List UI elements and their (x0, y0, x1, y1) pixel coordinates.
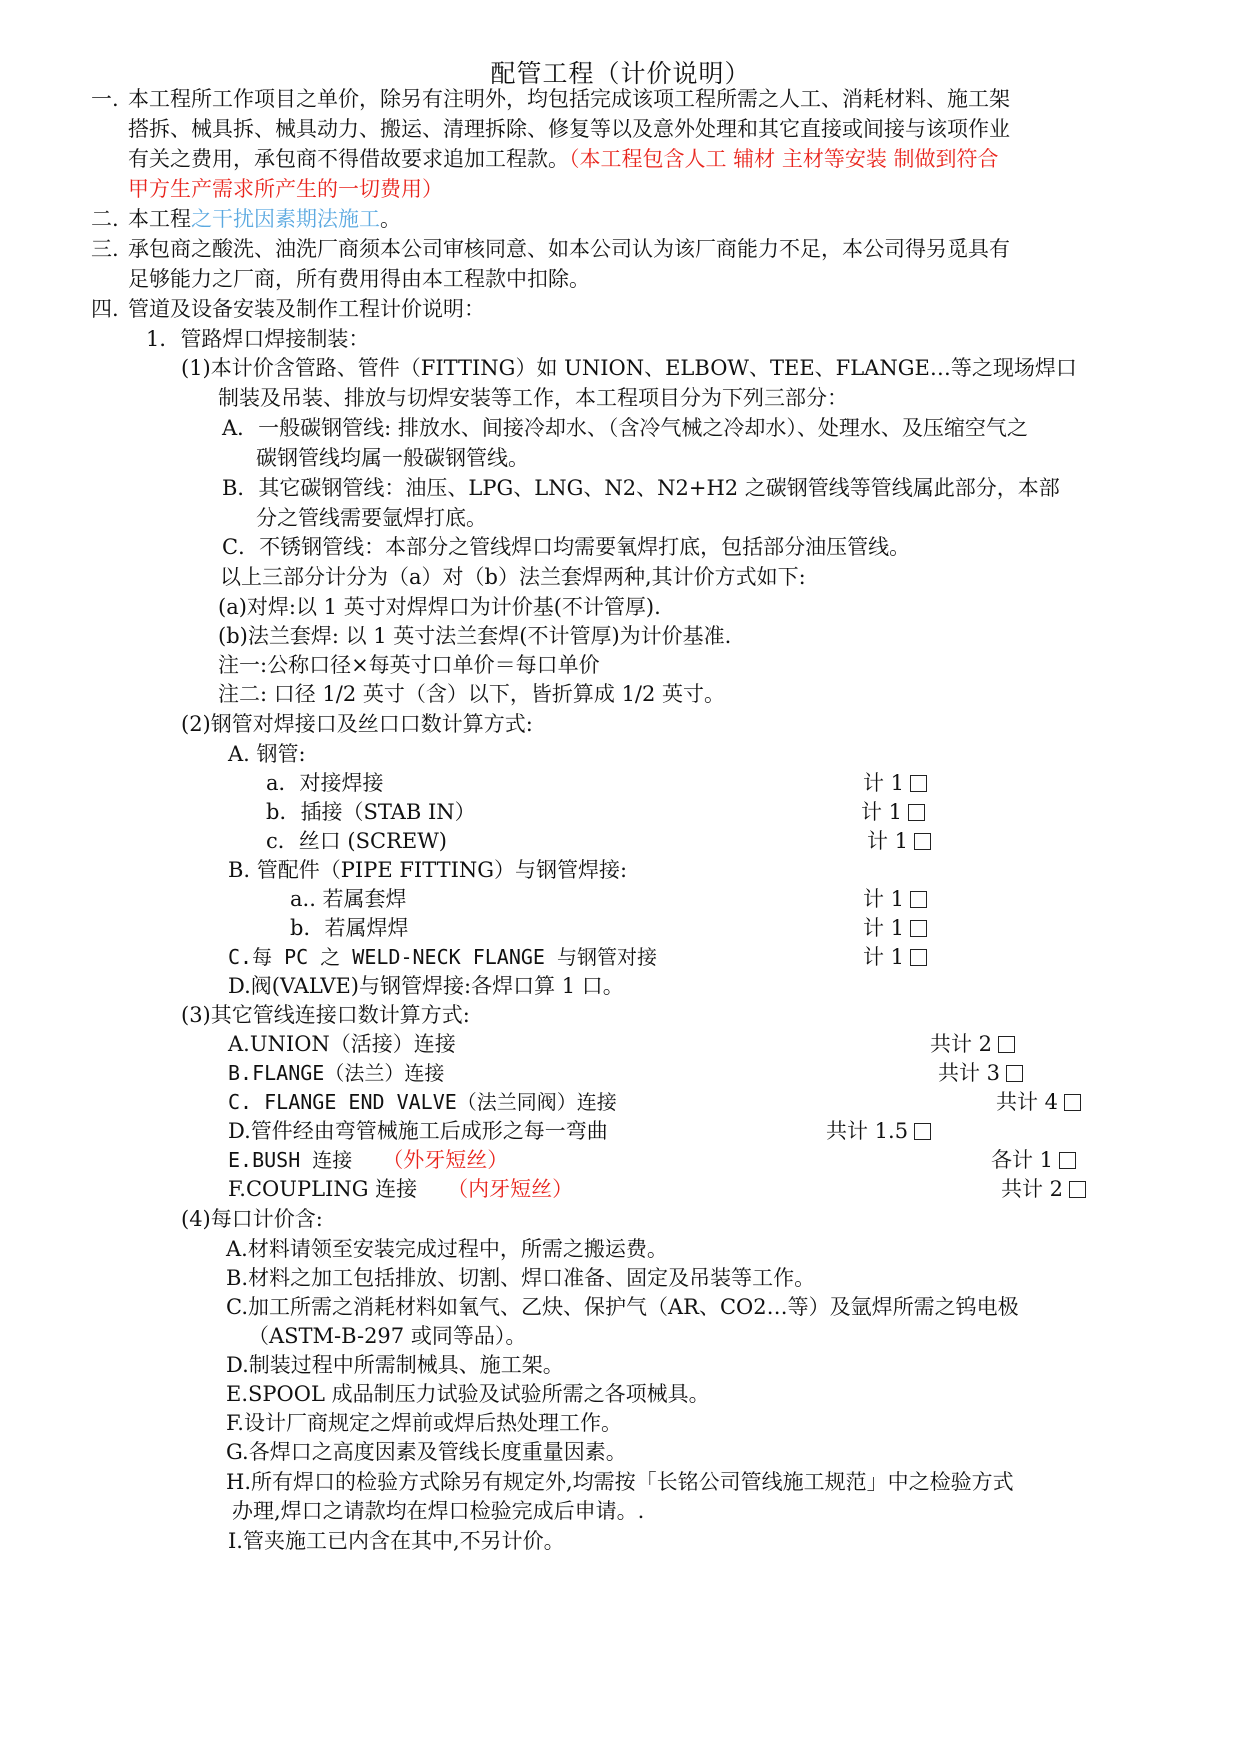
part-3-c-value: 共计 4 (996, 1090, 1059, 1114)
part-4-c-line-2: （ASTM-B-297 或同等品）。 (248, 1324, 527, 1348)
section-2-end: 。 (380, 207, 401, 231)
part-2-b-b-count (863, 912, 927, 944)
part-4-heading: (4)每口计价含: (181, 1207, 323, 1231)
part-2-a-c-label: c．丝口 (SCREW) (266, 829, 448, 853)
checkbox-icon (1069, 1181, 1086, 1198)
part-4-h-line-2: 办理,焊口之请款均在焊口检验完成后申请。. (232, 1499, 645, 1523)
part-2-a-a-count (863, 767, 927, 799)
part-3-b-count (938, 1057, 1023, 1089)
part-3-c-label: C. FLANGE END VALVE（法兰同阀）连接 (228, 1090, 617, 1114)
section-1-line-1: 本工程所工作项目之单价，除另有注明外，均包括完成该项工程所需之人工、消耗材料、施工架 (128, 87, 1010, 111)
section-4-heading: 管道及设备安装及制作工程计价说明： (128, 297, 485, 321)
part-2-b-a-count (863, 883, 927, 915)
part-2-b-b-value: 计 1 (863, 916, 905, 940)
part-4-e: E.SPOOL 成品制压力试验及试验所需之各项械具。 (226, 1382, 710, 1406)
part-2-heading: (2)钢管对焊接口及丝口口数计算方式: (181, 712, 533, 736)
item-a-line-2: 碳钢管线均属一般碳钢管线。 (256, 446, 529, 470)
part-3-heading: (3)其它管线连接口数计算方式: (181, 1003, 470, 1027)
part-2-a-c-count (867, 825, 931, 857)
part-3-e-red-note: （外牙短丝） (382, 1148, 509, 1172)
part-3-e-count (991, 1144, 1076, 1176)
part-3-d-label: D.管件经由弯管械施工后成形之每一弯曲 (228, 1119, 608, 1143)
item-a-line-1: A．一般碳钢管线: 排放水、间接冷却水、（含冷气械之冷却水）、处理水、及压缩空气之 (222, 416, 1028, 440)
part-3-b-value: 共计 3 (938, 1061, 1001, 1085)
part-2-b-b-label: b．若属焊焊 (290, 916, 409, 940)
section-1-line-2: 搭拆、械具拆、械具动力、搬运、清理拆除、修复等以及意外处理和其它直接或间接与该项作业 (128, 117, 1010, 141)
part-4-c-line-1: C.加工所需之消耗材料如氧气、乙炔、保护气（AR、CO2…等）及氩焊所需之钨电极 (226, 1295, 1019, 1319)
part-2-c-count (863, 941, 927, 973)
part-3-e-line (228, 1144, 508, 1176)
section-1-line-3 (128, 143, 999, 175)
section-1-number: 一. (91, 87, 119, 111)
checkbox-icon (1006, 1065, 1023, 1082)
part-2-a-c-value: 计 1 (867, 829, 909, 853)
part-1-line-1: (1)本计价含管路、管件（FITTING）如 UNION、ELBOW、TEE、FLANGE…等之现场焊口 (181, 356, 1077, 380)
part-2-a-b-value: 计 1 (861, 800, 903, 824)
document-title: 配管工程（计价说明） (490, 59, 751, 88)
pricing-a: (a)对焊:以 1 英寸对焊焊口为计价基(不计管厚). (218, 595, 661, 619)
subsection-1-heading: 1．管路焊口焊接制装： (146, 327, 370, 351)
section-1-line-3-text: 有关之费用，承包商不得借故要求追加工程款。 (128, 147, 569, 171)
part-3-b-label: B.FLANGE（法兰）连接 (228, 1061, 445, 1085)
note-1: 注一:公称口径×每英寸口单价＝每口单价 (218, 653, 600, 677)
part-3-f-label: F.COUPLING 连接 (228, 1177, 418, 1201)
part-3-e-value: 各计 1 (991, 1148, 1054, 1172)
section-2-text: 本工程 (128, 207, 191, 231)
part-2-c-value: 计 1 (863, 945, 905, 969)
part-2-a-b-label: b．插接（STAB IN） (266, 800, 476, 824)
part-2-b-a-label: a.. 若属套焊 (290, 887, 407, 911)
section-2-number: 二. (91, 207, 119, 231)
part-4-a: A.材料请领至安装完成过程中，所需之搬运费。 (226, 1237, 668, 1261)
part-2-a-b-count (861, 796, 925, 828)
part-1-line-2: 制装及吊装、排放与切焊安装等工作，本工程项目分为下列三部分： (218, 386, 848, 410)
part-2-a-a-label: a．对接焊接 (266, 771, 384, 795)
pricing-b: (b)法兰套焊: 以 1 英寸法兰套焊(不计管厚)为计价基准. (218, 624, 732, 648)
section-3-number: 三. (91, 237, 119, 261)
part-3-f-line (228, 1173, 573, 1205)
section-2-line (128, 203, 401, 235)
part-3-e-label: E.BUSH 连接 (228, 1148, 353, 1172)
checkbox-icon (1059, 1152, 1076, 1169)
checkbox-icon (910, 891, 927, 908)
part-4-h-line-1: H.所有焊口的检验方式除另有规定外,均需按「长铭公司管线施工规范」中之检验方式 (226, 1470, 1014, 1494)
section-4-number: 四. (91, 297, 119, 321)
part-2-a-heading: A. 钢管: (228, 742, 306, 766)
checkbox-icon (910, 920, 927, 937)
part-2-b-heading: B. 管配件（PIPE FITTING）与钢管焊接: (228, 858, 628, 882)
part-2-d-label: D.阀(VALVE)与钢管焊接:各焊口算 1 口。 (228, 974, 624, 998)
checkbox-icon (914, 833, 931, 850)
part-4-g: G.各焊口之高度因素及管线长度重量因素。 (226, 1440, 627, 1464)
item-b-line-1: B．其它碳钢管线：油压、LPG、LNG、N2、N2+H2 之碳钢管线等管线属此部分，本部 (222, 476, 1060, 500)
checkbox-icon (910, 775, 927, 792)
part-3-a-label: A.UNION（活接）连接 (228, 1032, 456, 1056)
section-1-red-note-cont: 甲方生产需求所产生的一切费用） (128, 177, 443, 201)
part-3-d-count (826, 1115, 931, 1147)
part-4-d: D.制装过程中所需制械具、施工架。 (226, 1353, 564, 1377)
part-3-a-value: 共计 2 (930, 1032, 993, 1056)
section-3-line-1: 承包商之酸洗、油洗厂商须本公司审核同意、如本公司认为该厂商能力不足，本公司得另觅具有 (128, 237, 1010, 261)
part-4-i: I.管夹施工已内含在其中,不另计价。 (228, 1529, 565, 1553)
checkbox-icon (910, 949, 927, 966)
part-3-d-value: 共计 1.5 (826, 1119, 909, 1143)
part-3-f-value: 共计 2 (1001, 1177, 1064, 1201)
part-3-c-count (996, 1086, 1081, 1118)
checkbox-icon (998, 1036, 1015, 1053)
part-3-f-count (1001, 1173, 1086, 1205)
summary-line: 以上三部分计分为（a）对（b）法兰套焊两种,其计价方式如下: (220, 565, 806, 589)
item-c-line-1: C．不锈钢管线：本部分之管线焊口均需要氧焊打底，包括部分油压管线。 (222, 535, 911, 559)
section-1-red-note: （本工程包含人工 辅材 主材等安装 制做到符合 (569, 147, 999, 171)
part-2-b-a-value: 计 1 (863, 887, 905, 911)
section-3-line-2: 足够能力之厂商，所有费用得由本工程款中扣除。 (128, 267, 590, 291)
part-3-a-count (930, 1028, 1015, 1060)
part-2-a-a-value: 计 1 (863, 771, 905, 795)
checkbox-icon (908, 804, 925, 821)
checkbox-icon (1064, 1094, 1081, 1111)
part-4-b: B.材料之加工包括排放、切割、焊口准备、固定及吊装等工作。 (226, 1266, 816, 1290)
part-2-c-label: C.每 PC 之 WELD-NECK FLANGE 与钢管对接 (228, 945, 657, 969)
section-2-blue-text: 之干扰因素期法施工 (191, 207, 380, 231)
part-3-f-red-note: （内牙短丝） (447, 1177, 574, 1201)
part-4-f: F.设计厂商规定之焊前或焊后热处理工作。 (226, 1411, 622, 1435)
note-2: 注二: 口径 1/2 英寸（含）以下，皆折算成 1/2 英寸。 (218, 682, 726, 706)
checkbox-icon (914, 1123, 931, 1140)
item-b-line-2: 分之管线需要氩焊打底。 (256, 506, 487, 530)
